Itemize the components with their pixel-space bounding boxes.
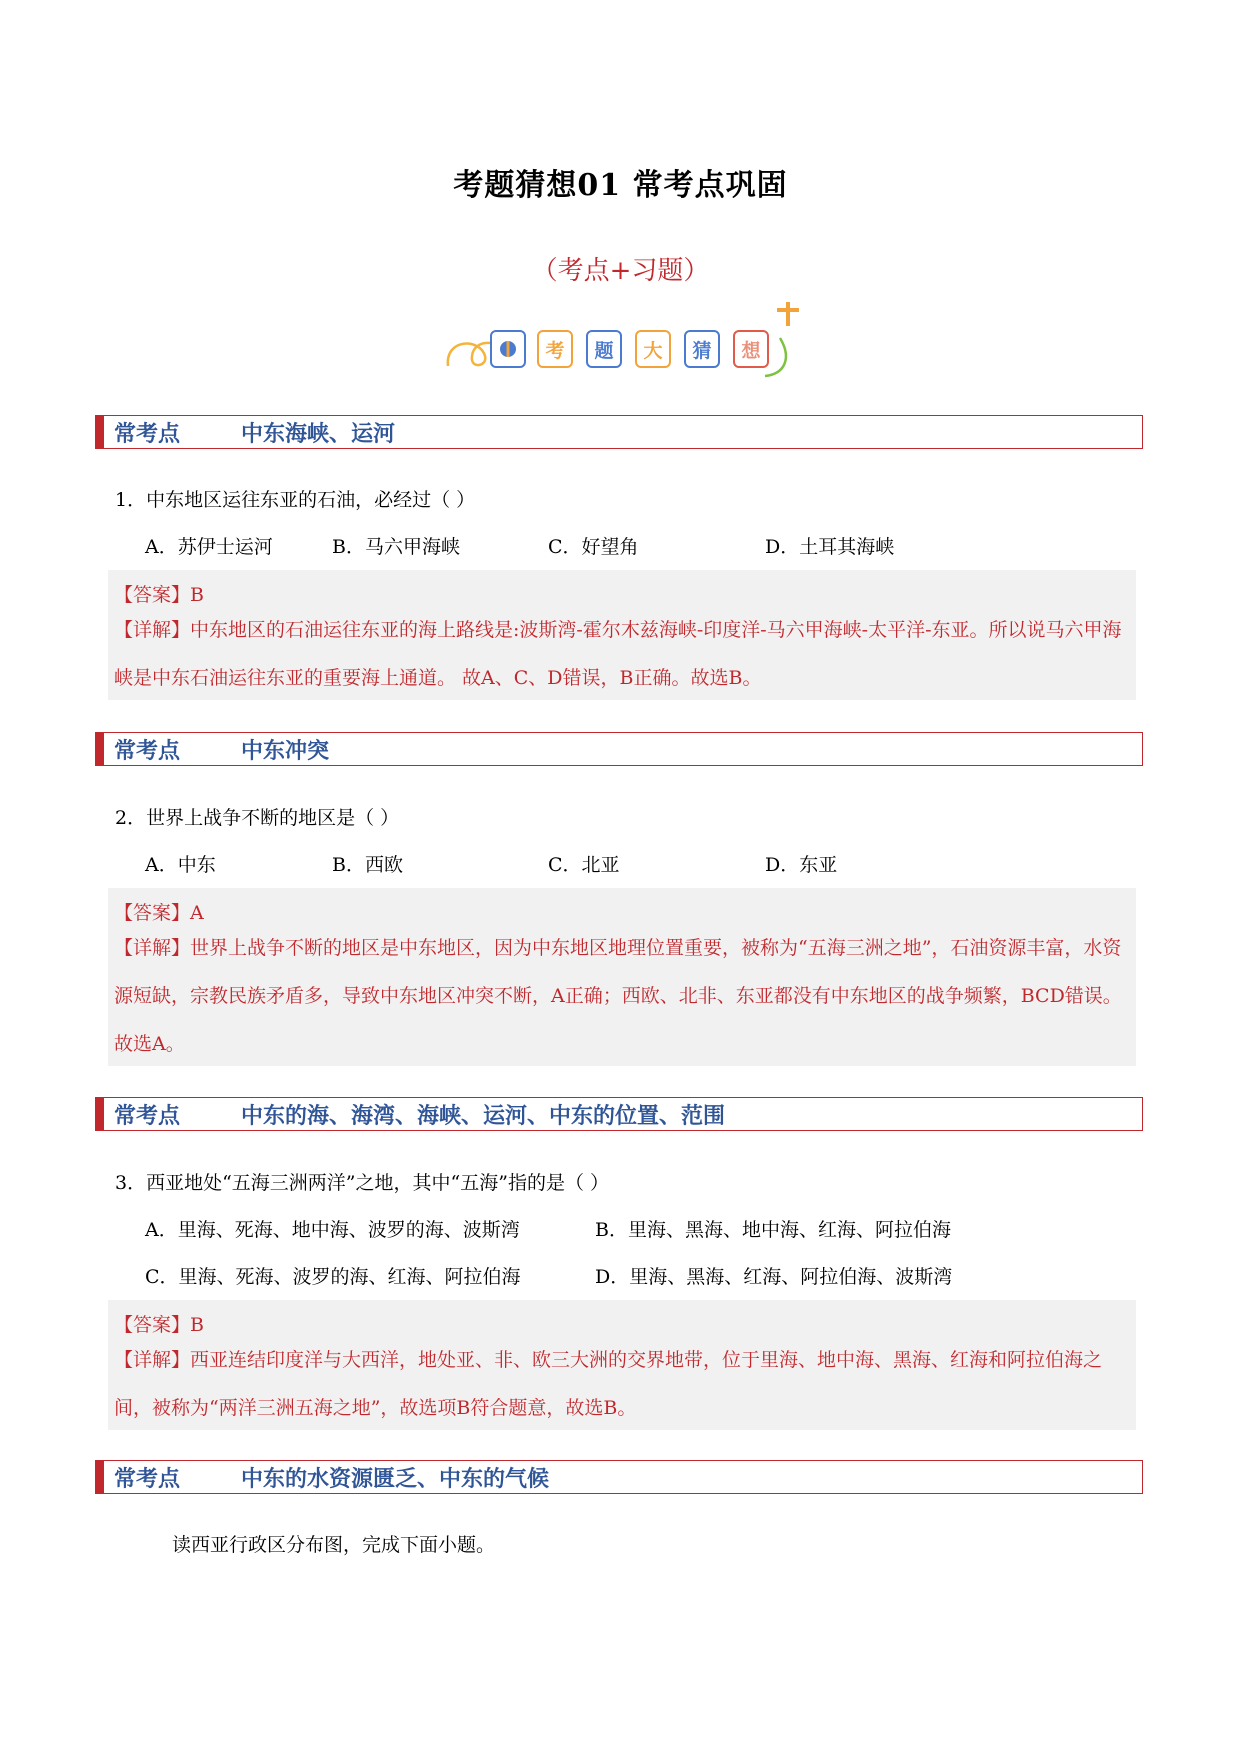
page-title: 考题猜想01 常考点巩固 xyxy=(453,168,788,203)
answer-box xyxy=(108,570,1136,700)
option-c: C．北亚 xyxy=(548,854,620,876)
page-subtitle: （考点+习题） xyxy=(531,256,710,286)
section-tag: 常考点 xyxy=(114,737,181,764)
answer-text: 【答案】B xyxy=(114,584,204,606)
tile-cai: 猜 xyxy=(684,330,720,368)
question-text: 3．西亚地处“五海三洲两洋”之地，其中“五海”指的是（ ） xyxy=(115,1172,609,1194)
ball-icon xyxy=(490,330,526,368)
explanation-text: 【详解】世界上战争不断的地区是中东地区，因为中东地区地理位置重要，被称为“五海三洲之地”，石油资源丰富，水资源短缺，宗教民族矛盾多，导致中东地区冲突不断，A正确；西欧、北非、东亚都没有中东地区的战争频繁，BCD错误。故选A。 xyxy=(114,937,1122,1055)
answer-box xyxy=(108,1300,1136,1430)
tile-kao: 考 xyxy=(537,330,573,368)
option-d: D．东亚 xyxy=(765,854,838,876)
section-header xyxy=(95,415,1143,449)
section-header xyxy=(95,1097,1143,1131)
tile-ti: 题 xyxy=(586,330,622,368)
option-a: A．里海、死海、地中海、波罗的海、波斯湾 xyxy=(145,1219,520,1241)
section-header xyxy=(95,1460,1143,1494)
section-tag: 常考点 xyxy=(114,1102,181,1129)
option-c: C．好望角 xyxy=(548,536,639,558)
plus-icon xyxy=(786,302,790,326)
question-text: 1．中东地区运往东亚的石油，必经过（ ） xyxy=(115,489,476,511)
option-b: B．西欧 xyxy=(332,854,403,876)
option-b: B．马六甲海峡 xyxy=(332,536,460,558)
intro-text: 读西亚行政区分布图，完成下面小题。 xyxy=(172,1534,496,1556)
tile-da: 大 xyxy=(635,330,671,368)
answer-text: 【答案】B xyxy=(114,1314,204,1336)
section-tag: 常考点 xyxy=(114,420,181,447)
answer-text: 【答案】A xyxy=(114,902,204,924)
section-title: 中东的海、海湾、海峡、运河、中东的位置、范围 xyxy=(241,1102,726,1129)
option-d: D．土耳其海峡 xyxy=(765,536,895,558)
tile-xiang: 想 xyxy=(733,330,769,368)
explanation-text: 【详解】西亚连结印度洋与大西洋，地处亚、非、欧三大洲的交界地带，位于里海、地中海、黑海、红海和阿拉伯海之间，被称为“两洋三洲五海之地”，故选项B符合题意，故选B。 xyxy=(114,1349,1103,1419)
section-title: 中东海峡、运河 xyxy=(241,420,396,447)
question-text: 2．世界上战争不断的地区是（ ） xyxy=(115,807,400,829)
option-b: B．里海、黑海、地中海、红海、阿拉伯海 xyxy=(595,1219,951,1241)
banner-logo xyxy=(440,298,810,378)
option-a: A．苏伊士运河 xyxy=(145,536,273,558)
explanation-text: 【详解】中东地区的石油运往东亚的海上路线是:波斯湾-霍尔木兹海峡-印度洋-马六甲海峡-太平洋-东亚。所以说马六甲海峡是中东石油运往东亚的重要海上通道。 故A、C、D错误，B正确。故选B。 xyxy=(114,619,1122,689)
section-title: 中东冲突 xyxy=(241,737,330,764)
section-title: 中东的水资源匮乏、中东的气候 xyxy=(241,1465,550,1492)
option-c: C．里海、死海、波罗的海、红海、阿拉伯海 xyxy=(145,1266,521,1288)
option-d: D．里海、黑海、红海、阿拉伯海、波斯湾 xyxy=(595,1266,953,1288)
answer-box xyxy=(108,888,1136,1066)
option-a: A．中东 xyxy=(145,854,216,876)
section-header xyxy=(95,732,1143,766)
section-tag: 常考点 xyxy=(114,1465,181,1492)
